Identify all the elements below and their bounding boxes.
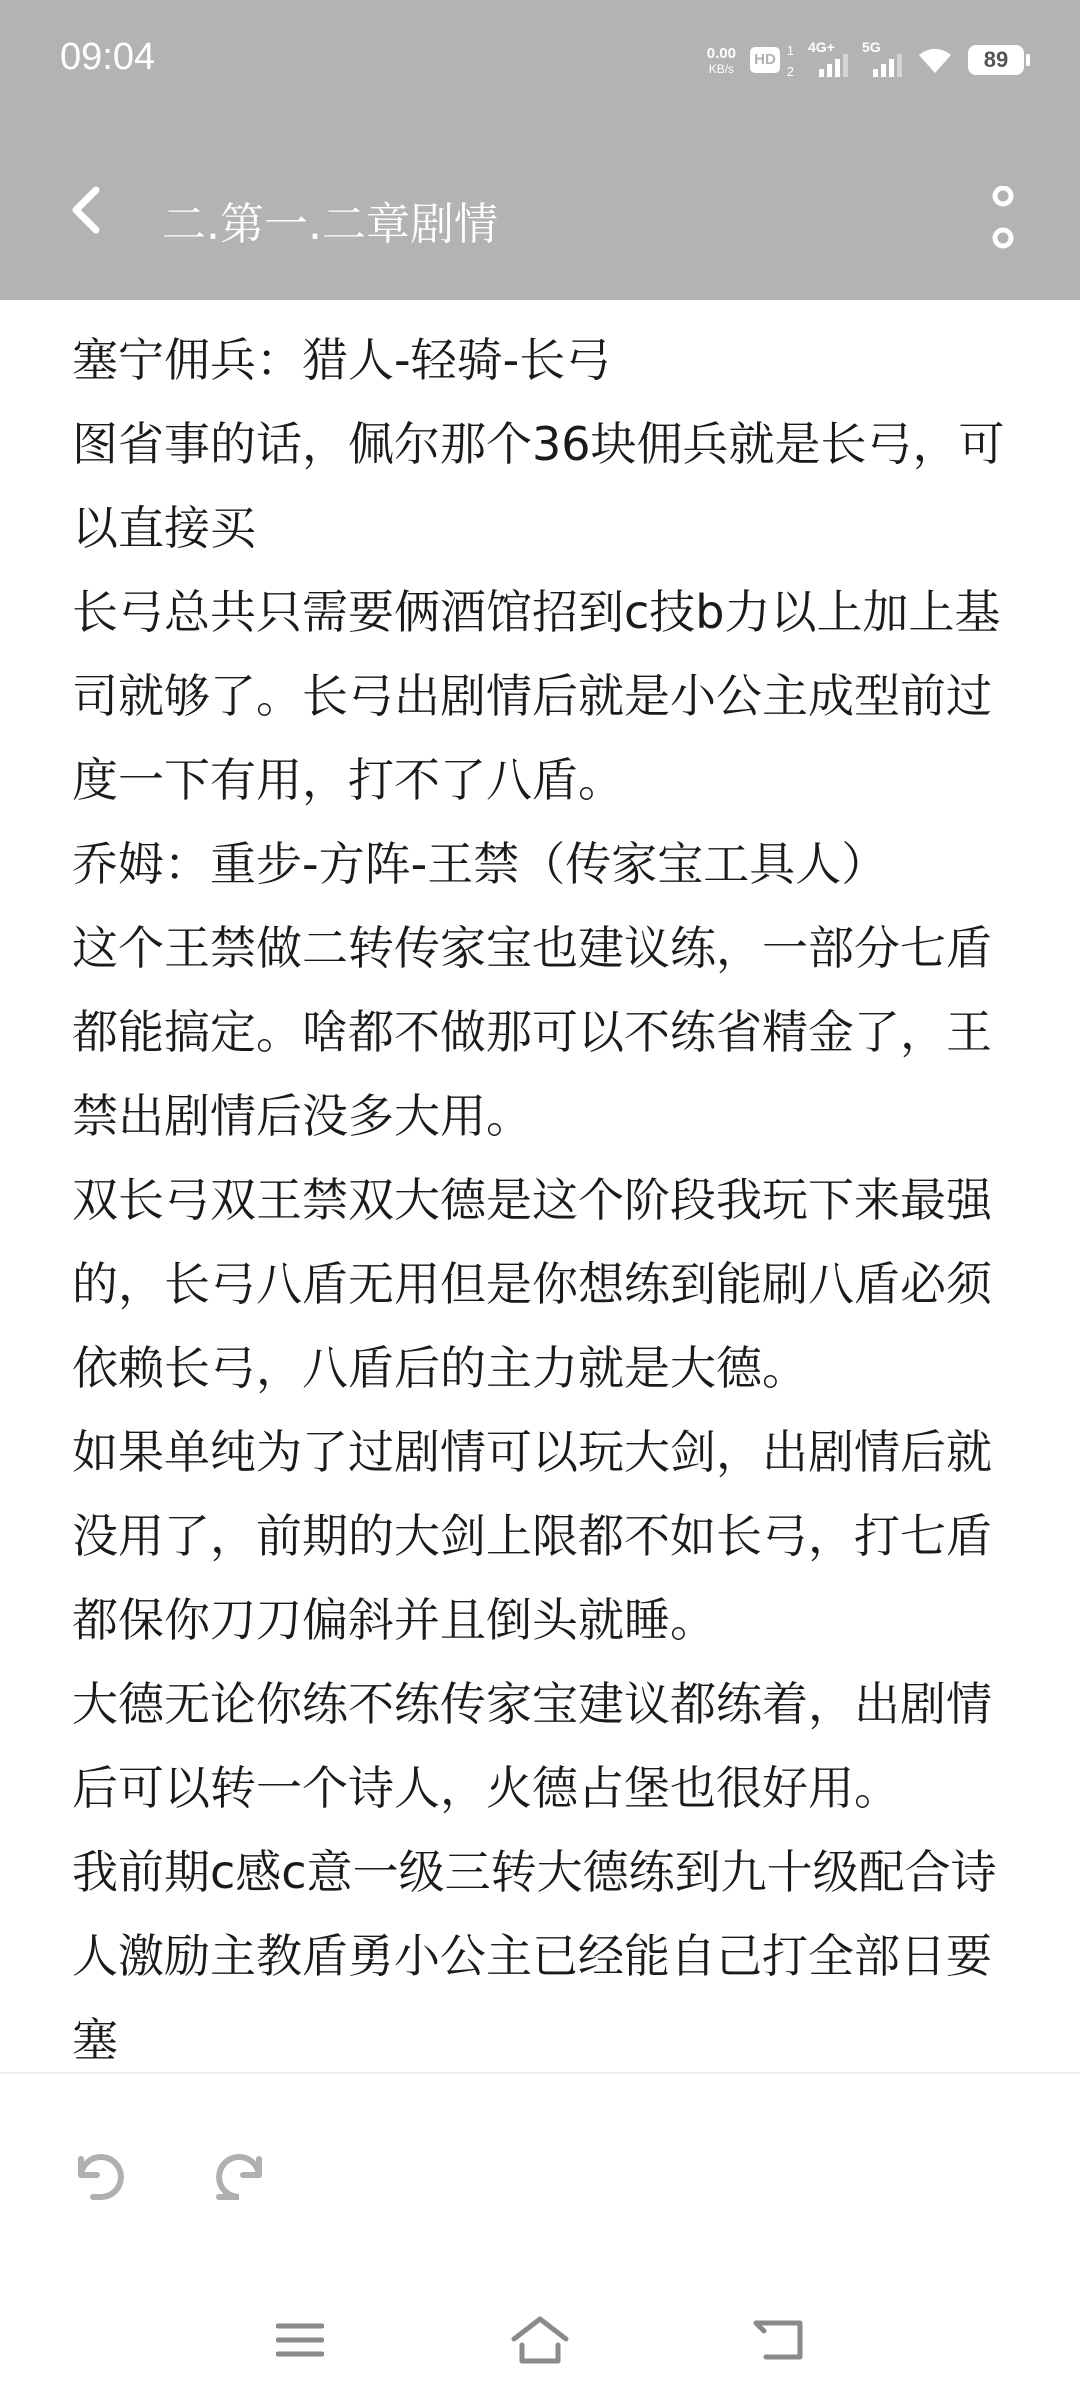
sim1-network-type: 4G+ [808,39,835,55]
wifi-icon [916,45,954,75]
note-line-3: 长弓总共只需要俩酒馆招到c技b力以上加上基司就够了。长弓出剧情后就是小公主成型前过度一下有用，打不了八盾。 [72,585,1001,807]
redo-button[interactable] [204,2140,274,2210]
toolbar-divider [0,2072,1080,2074]
nav-home-button[interactable] [500,2300,580,2380]
redo-icon [209,2145,269,2205]
sim2-signal-icon [862,39,902,77]
home-icon [510,2315,570,2365]
status-icons [707,38,1024,82]
status-time: 09:04 [60,36,156,78]
note-content[interactable] [72,318,1012,2082]
undo-button[interactable] [66,2140,136,2210]
note-line-4: 乔姆：重步-方阵-王禁（传家宝工具人） [72,837,888,891]
note-line-8: 大德无论你练不练传家宝建议都练着，出剧情后可以转一个诗人，火德占堡也很好用。 [72,1677,992,1815]
chevron-left-icon [66,184,106,236]
hd-volte-icon [750,43,794,79]
navigation-bar [0,2280,1080,2400]
app-bar [0,120,1080,300]
battery-icon: 89 [968,45,1024,75]
note-line-1: 塞宁佣兵：猎人-轻骑-长弓 [72,333,612,387]
more-options-button[interactable] [978,186,1028,250]
note-line-7: 如果单纯为了过剧情可以玩大剑，出剧情后就没用了，前期的大剑上限都不如长弓，打七盾都保你刀刀偏斜并且倒头就睡。 [72,1425,992,1647]
sim1-signal-icon [808,39,848,77]
undo-icon [71,2145,131,2205]
nav-back-button[interactable] [740,2300,820,2380]
note-line-6: 双长弓双王禁双大德是这个阶段我玩下来最强的，长弓八盾无用但是你想练到能刷八盾必须依赖长弓，八盾后的主力就是大德。 [72,1173,992,1395]
network-speed-unit: KB/s [708,61,735,76]
hd-sub: 2 [786,64,794,79]
nav-recent-apps-button[interactable] [260,2300,340,2380]
network-speed-value: 0.00 [706,44,736,62]
back-arrow-icon [752,2317,808,2363]
page-title: 二.第一.二章剧情 [162,199,498,250]
network-speed [707,46,736,75]
menu-icon [276,2320,324,2360]
hd-label: HD [750,47,780,73]
note-line-9: 我前期c感c意一级三转大德练到九十级配合诗人激励主教盾勇小公主已经能自己打全部日要塞 [72,1845,997,2067]
hd-sup: 1 [786,43,794,58]
sim2-network-type: 5G [862,39,881,55]
more-vertical-icon [986,186,1020,250]
back-button[interactable] [56,180,116,240]
note-line-5: 这个王禁做二转传家宝也建议练，一部分七盾都能搞定。啥都不做那可以不练省精金了，王禁出剧情后没多大用。 [72,921,992,1143]
note-line-2: 图省事的话，佩尔那个36块佣兵就是长弓，可以直接买 [72,417,1005,555]
status-bar [0,0,1080,120]
